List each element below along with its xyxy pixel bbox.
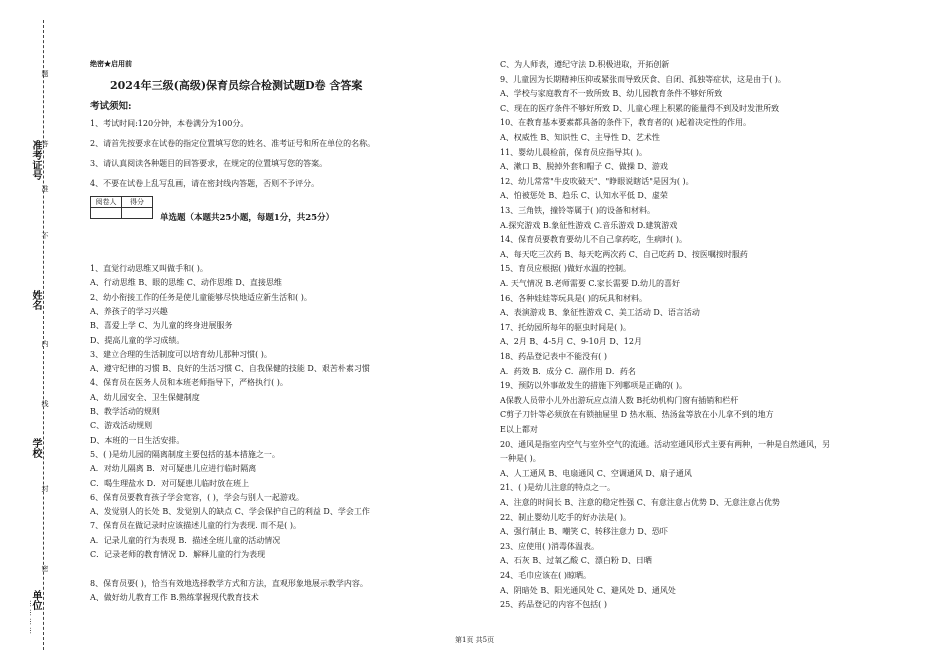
question-line: E以上都对 bbox=[500, 425, 538, 434]
school-label: 学校 bbox=[30, 438, 41, 458]
question-line: A、做好幼儿教育工作 B.熟练掌握现代教育技术 bbox=[90, 593, 259, 602]
question-line: 5、( )是幼儿园的隔离制度主要包括的基本措施之一。 bbox=[90, 450, 280, 459]
margin-mark-mi: 密 bbox=[41, 565, 49, 574]
binding-line bbox=[43, 20, 44, 650]
question-line: 8、保育员要( )，恰当有效地选择教学方式和方法，直观形象地展示教学内容。 bbox=[90, 579, 368, 588]
question-line: 15、育员应根据( )做好水温的控制。 bbox=[500, 264, 631, 273]
margin-mark-nei: 内 bbox=[41, 340, 49, 349]
margin-mark-feng: 封 bbox=[41, 485, 49, 494]
question-line: 24、毛巾应该在( )晾晒。 bbox=[500, 571, 591, 580]
score-table bbox=[90, 196, 153, 219]
question-line: A、幼儿园安全、卫生保健制度 bbox=[90, 393, 200, 402]
question-line: A、石灰 B、过氧乙酸 C、漂白粉 D、日晒 bbox=[500, 556, 652, 565]
question-line: 13、三角铁，撞铃等属于( )的设备和材料。 bbox=[500, 206, 655, 215]
secret-mark: 绝密★启用前 bbox=[90, 59, 132, 68]
unit-label: 单位 bbox=[30, 590, 41, 610]
score-table-grader-cell[interactable] bbox=[91, 208, 122, 219]
question-line: A、强行制止 B、嘲笑 C、转移注意力 D、恐吓 bbox=[500, 527, 668, 536]
question-line: 20、通风是指室内空气与室外空气的流通。活动室通风形式主要有两种，一种是自然通风，另 bbox=[500, 440, 831, 449]
margin-fill-marks: ………… bbox=[28, 600, 36, 636]
question-line: 25、药品登记的内容不包括( ) bbox=[500, 600, 607, 609]
question-line: 9、儿童因为长期精神压抑或紧张而导致厌食、自闭、孤独等症状，这是由于( )。 bbox=[500, 75, 786, 84]
score-table-grader: 阅卷人 bbox=[91, 197, 122, 208]
question-line: A. 天气情况 B.老师需要 C.家长需要 D.幼儿的喜好 bbox=[500, 279, 680, 288]
question-line: A.探究游戏 B.象征性游戏 C.音乐游戏 D.建筑游戏 bbox=[500, 221, 678, 230]
question-line: B、教学活动的规则 bbox=[90, 407, 160, 416]
margin-mark-zhun: 准 bbox=[41, 185, 49, 194]
question-line: A、行动思维 B、眼的思维 C、动作思维 D、直接思维 bbox=[90, 278, 282, 287]
question-line: A．药效 B．成分 C．副作用 D．药名 bbox=[500, 367, 636, 376]
question-line: D、本班的一日生活安排。 bbox=[90, 436, 185, 445]
question-line: A、遵守纪律的习惯 B、良好的生活习惯 C、自我保健的技能 D、艰苦朴素习惯 bbox=[90, 364, 370, 373]
question-line: A、2月 B、4-5月 C、9-10月 D、12月 bbox=[500, 337, 642, 346]
question-line: 22、制止婴幼儿吃手的好办法是( )。 bbox=[500, 513, 631, 522]
question-line: 17、托幼园所每年的驱虫时间是( )。 bbox=[500, 323, 631, 332]
question-line: A、怕被惩处 B、趋乐 C、认知水平低 D、虚荣 bbox=[500, 191, 668, 200]
question-line: A、每天吃三次药 B、每天吃两次药 C、自己吃药 D、按医嘱按时服药 bbox=[500, 250, 748, 259]
question-line: 一种是( )。 bbox=[500, 454, 541, 463]
question-line: C．喝生理盐水 D．对可疑患儿临时放在班上 bbox=[90, 479, 250, 488]
question-line: 21、( )是幼儿注意的特点之一。 bbox=[500, 483, 615, 492]
notice-item: 2、请首先按要求在试卷的指定位置填写您的姓名、准考证号和所在单位的名称。 bbox=[90, 139, 376, 148]
notice-item: 4、不要在试卷上乱写乱画，请在密封线内答题，否则不予评分。 bbox=[90, 179, 320, 188]
notice-heading: 考试须知: bbox=[90, 101, 132, 112]
question-line: A、发觉别人的长处 B、发觉别人的缺点 C、学会保护自己的利益 D、学会工作 bbox=[90, 507, 370, 516]
question-line: A．对幼儿隔离 B．对可疑患儿应进行临时隔离 bbox=[90, 464, 257, 473]
margin-mark-xian: 线 bbox=[41, 400, 49, 409]
question-line: A、漱口 B、脱掉外套和帽子 C、做操 D、游戏 bbox=[500, 162, 668, 171]
question-line: A、学校与家庭教育不一致所致 B、幼儿园教育条件不够好所致 bbox=[500, 89, 723, 98]
question-line: 2、幼小衔接工作的任务是使儿童能够尽快地适应新生活和( )。 bbox=[90, 293, 312, 302]
page-number: 第1页 共5页 bbox=[455, 636, 495, 644]
question-line: 6、保育员要教育孩子学会宽容，( )，学会与别人一起游戏。 bbox=[90, 493, 304, 502]
question-line: C、现在的医疗条件不够好所致 D、儿童心理上积累的能量得不到及时发泄所致 bbox=[500, 104, 780, 113]
question-line: 19、预防以外事故发生的措施下列哪项是正确的( )。 bbox=[500, 381, 687, 390]
question-line: 12、幼儿常常"牛皮吹破天"、"睁眼说瞎话"是因为( )。 bbox=[500, 177, 694, 186]
question-line: A、权威性 B、知识性 C、主导性 D、艺术性 bbox=[500, 133, 660, 142]
score-table-score-cell[interactable] bbox=[122, 208, 153, 219]
question-line: 3、建立合理的生活制度可以培育幼儿那种习惯( )。 bbox=[90, 350, 272, 359]
question-line: 23、应使用( )消毒体温表。 bbox=[500, 542, 599, 551]
question-line: A、人工通风 B、电扇通风 C、空调通风 D、扇子通风 bbox=[500, 469, 692, 478]
notice-item: 1、考试时间:120分钟，本卷满分为100分。 bbox=[90, 119, 249, 128]
question-line: A、表演游戏 B、象征性游戏 C、美工活动 D、语言活动 bbox=[500, 308, 700, 317]
question-line: 18、药品登记表中不能没有( ) bbox=[500, 352, 607, 361]
question-line: A．记录儿童的行为表现 B．描述全班儿童的活动情况 bbox=[90, 536, 281, 545]
question-line: 1、直觉行动思维又叫做手和( )。 bbox=[90, 264, 208, 273]
margin-mark-ti: 题 bbox=[41, 70, 49, 79]
question-line: D、提高儿童的学习成绩。 bbox=[90, 336, 185, 345]
question-line: A保教人员带小儿外出游玩应点清人数 B托幼机构门窗有插销和栏杆 bbox=[500, 396, 739, 405]
question-line: A、养孩子的学习兴趣 bbox=[90, 307, 168, 316]
name-label: 姓名 bbox=[30, 290, 41, 310]
section-heading: 单选题（本题共25小题，每题1分，共25分） bbox=[160, 213, 335, 223]
question-line: C、为人师表，遵纪守法 D.积极进取，开拓创新 bbox=[500, 60, 670, 69]
question-line: 14、保育员要教育要幼儿不自己拿药吃，生病时( )。 bbox=[500, 235, 687, 244]
question-line: A、注意的时间长 B、注意的稳定性强 C、有意注意占优势 D、无意注意占优势 bbox=[500, 498, 780, 507]
question-line: C．记录老师的教育情况 D．解释儿童的行为表现 bbox=[90, 550, 266, 559]
question-line: C剪子刀针等必须放在有锁抽屉里 D 热水瓶、热汤盆等放在小儿拿不到的地方 bbox=[500, 410, 774, 419]
margin-mark-bu: 不 bbox=[41, 232, 49, 241]
question-line: 16、各种娃娃等玩具是( )的玩具和材料。 bbox=[500, 294, 647, 303]
question-line: A、阴暗处 B、阳光通风处 C、避风处 D、通风处 bbox=[500, 586, 676, 595]
exam-title: 2024年三级(高级)保育员综合检测试题D卷 含答案 bbox=[110, 79, 363, 92]
score-table-score: 得分 bbox=[122, 197, 153, 208]
candidate-number-label: 准考证号 bbox=[30, 140, 41, 180]
question-line: B、喜爱上学 C、为儿童的终身进展服务 bbox=[90, 321, 233, 330]
margin-mark-da: 答 bbox=[41, 140, 49, 149]
question-line: 7、保育员在做记录时应该描述儿童的行为表现. 而不是( )。 bbox=[90, 521, 301, 530]
notice-item: 3、请认真阅读各种题目的回答要求，在规定的位置填写您的答案。 bbox=[90, 159, 328, 168]
question-line: 11、婴幼儿晨检前，保育员应指导其( )。 bbox=[500, 148, 647, 157]
question-line: 4、保育员在医务人员和本班老师指导下，严格执行( )。 bbox=[90, 378, 288, 387]
question-line: 10、在教育基本要素都具备的条件下，教育者的( )起着决定性的作用。 bbox=[500, 118, 751, 127]
question-line: C、游戏活动规则 bbox=[90, 421, 153, 430]
